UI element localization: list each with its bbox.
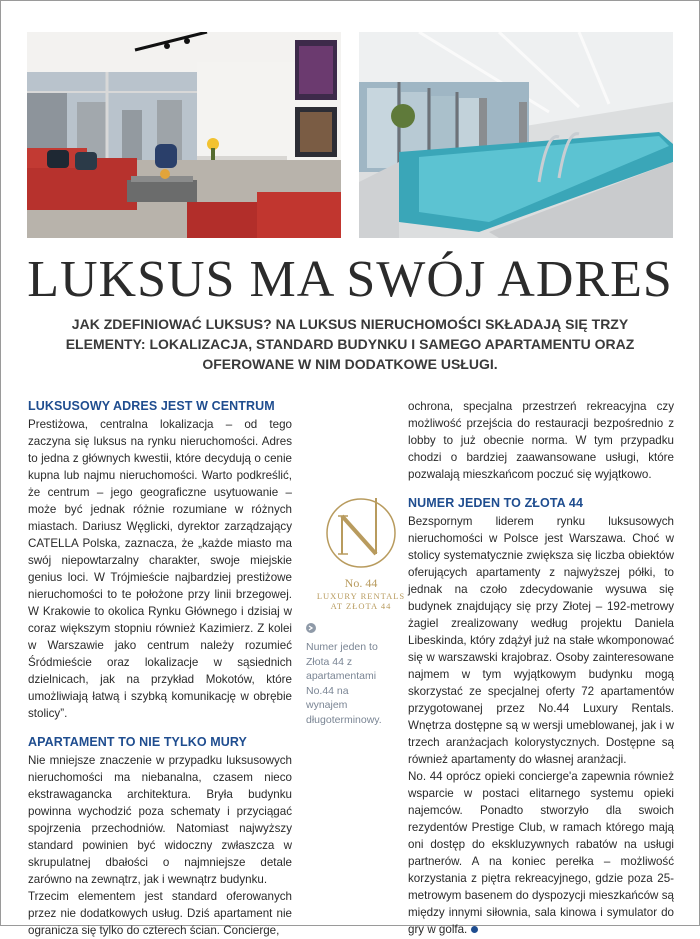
logo-line-2: AT ZŁOTA 44 bbox=[330, 601, 392, 611]
section-body-apartment-2: Trzecim elementem jest standard oferowanych przez nie dodatkowych usług. Dziś apartament nie ogranicza się tylko do czterech ścian. Concierge, bbox=[28, 890, 292, 937]
logo-number: No. 44 bbox=[344, 576, 378, 590]
section-title-location: LUKSUSOWY ADRES JEST W CENTRUM bbox=[28, 399, 275, 413]
end-dot-icon bbox=[471, 926, 478, 933]
section-title-apartment: APARTAMENT TO NIE TYLKO MURY bbox=[28, 735, 247, 749]
pool-photo bbox=[359, 32, 673, 238]
arrow-bullet-icon bbox=[306, 623, 316, 633]
section-body-zlota-1: Bezspornym liderem rynku luksusowych nieruchomości w Polsce jest Warszawa. Choć w stolicy systematycznie zwiększa się liczba obiektów oferujących apartamenty z najwyższej półki, to jednak na czoło zdecydowanie wysuwa się budynek znajdujący się przy Złotej – 192-metrowy żagiel zrealizowany według projektu Daniela Libeskinda, który zdążył już na stałe wkomponować się w warszawski krajobraz. Osoby zainteresowane najmem w tym wyjątkowym budynku mogą skorzystać ze specjalnej oferty 72 apartamentów przygotowanej przez No.44 Luxury Rentals. Wnętrza dostępne są w wersji umeblowanej, jak i w trzech aranżacjach kolorystycznych. Dostępne są również apartamenty do własnej aranżacji. bbox=[408, 515, 674, 766]
section-body-zlota-2-text: No. 44 oprócz opieki concierge'a zapewnia również wsparcie w postaci elitarnego systemu opieki najemców. Ponadto stworzyło dla swoich rezydentów Prestige Club, w ramach którego mają oni dostęp do ekskluzywnych rabatów na usługi partnerów. A na koniec perełka – możliwość korzystania z piętra rekreacyjnego, gdzie poza 25-metrowym basenem do dyspozycji mieszkańców są między innymi siłownia, sala kinowa i symulator do gry w golfa. bbox=[408, 770, 674, 936]
section-body-location: Prestiżowa, centralna lokalizacja – od tego zaczyna się luksus na rynku nieruchomości. Adres to jedna z głównych kwestii, które decydują o cenie kupna lub najmu nieruchomości. Warto podkreślić, że centrum – jego geograficzne usytuowanie – może być jednak różnie rozumiane w różnych miastach. Dariusz Węglicki, dyrektor zarządzający CATELLA Polska, zaznacza, że „każde miasto ma swój niepowtarzalny charakter, swoje miejskie genius loci. W Trójmieście najbardziej prestiżowe nieruchomości to te położone przy linii brzegowej. W Krakowie to okolica Rynku Głównego i dzisiaj w coraz większym stopniu również Kazimierz. Z kolei w Warszawie jako centrum należy rozumieć Śródmieście oraz lokalizacje w sąsiednich dzielnicach, jak na przykład Mokotów, które umożliwiają łatwą i szybką komunikację w obrębie stolicy”. bbox=[28, 418, 292, 720]
sidebar bbox=[306, 494, 406, 727]
section-body-zlota-2 bbox=[408, 768, 674, 938]
right-column bbox=[408, 398, 674, 938]
section-body-apartment-3: ochrona, specjalna przestrzeń rekreacyjna czy możliwość przejścia do restauracji bezpośrednio z lobby to już obecnie norma. W tym przypadku chodzi o bardziej zaawansowane usługi, które pozwalają mieszkańcom poczuć się wyjątkowo. bbox=[408, 400, 674, 481]
headline: LUKSUS MA SWÓJ ADRES bbox=[27, 251, 673, 308]
left-column bbox=[28, 398, 292, 939]
photo-caption: Numer jeden to Złota 44 z apartamentami No.44 na wynajem długoterminowy. bbox=[306, 641, 382, 726]
section-body-apartment-1: Nie mniejsze znaczenie w przypadku luksusowych nieruchomości ma niebanalna, czasem nieco ekstrawagancka architektura. Bryła budynku powinna wychodzić poza schematy i przyciągać spojrzenia przechodniów. Natomiast najwyższy standard powinien być widoczny zwłaszcza w skrupulatnej dbałości o najmniejsze detale zarówno na zewnątrz, jak i wewnątrz budynku. bbox=[28, 754, 292, 886]
logo-line-1: LUXURY RENTALS bbox=[316, 591, 406, 601]
lead-paragraph: JAK ZDEFINIOWAĆ LUKSUS? NA LUKSUS NIERUCHOMOŚCI SKŁADAJĄ SIĘ TRZY ELEMENTY: LOKALIZACJA, STANDARD BUDYNKU I SAMEGO APARTAMENTU ORAZ OFEROWANE W NIM DODATKOWE USŁUGI. bbox=[65, 316, 635, 372]
living-room-photo bbox=[27, 32, 341, 238]
no44-logo-icon bbox=[318, 494, 404, 572]
section-title-zlota: NUMER JEDEN TO ZŁOTA 44 bbox=[408, 496, 584, 510]
